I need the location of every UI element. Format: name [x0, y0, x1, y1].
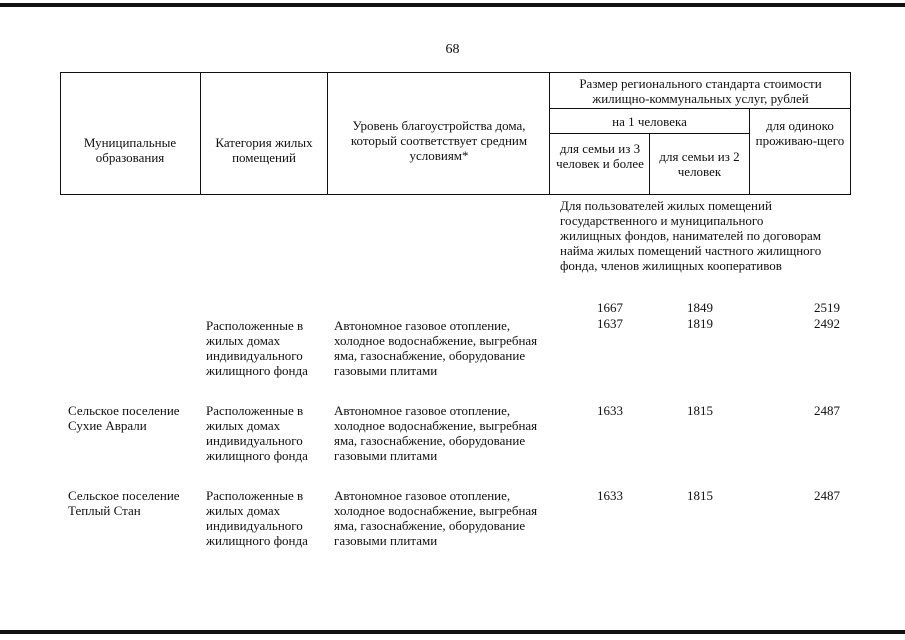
row-level: Автономное газовое отопление, холодное водоснабжение, выгребная яма, газоснабжение, оборудование газовыми плитами — [334, 403, 538, 463]
row-family2: 1815 — [687, 488, 713, 503]
section-value-family3: 1667 — [597, 300, 623, 315]
row-level: Автономное газовое отопление, холодное водоснабжение, выгребная яма, газоснабжение, оборудование газовыми плитами — [334, 488, 538, 548]
header-standard-group: Размер регионального стандарта стоимости жилищно-коммунальных услуг, рублей — [579, 76, 822, 106]
header-per-person: на 1 человека — [612, 114, 687, 129]
top-border — [0, 3, 905, 7]
row-category: Расположенные в жилых домах индивидуального жилищного фонда — [206, 318, 308, 378]
header-category: Категория жилых помещений — [215, 135, 313, 165]
row-family3: 1633 — [597, 403, 623, 418]
row-category: Расположенные в жилых домах индивидуального жилищного фонда — [206, 488, 308, 548]
row-family2: 1815 — [687, 403, 713, 418]
row-category: Расположенные в жилых домах индивидуального жилищного фонда — [206, 403, 308, 463]
header-family2: для семьи из 2 человек — [659, 149, 740, 179]
page-number: 68 — [445, 42, 460, 57]
header-level: Уровень благоустройства дома, который соответствует средним условиям* — [350, 118, 528, 163]
header-municipality: Муниципальные образования — [83, 135, 177, 165]
row-municipality: Сельское поселение Теплый Стан — [68, 488, 180, 518]
row-level: Автономное газовое отопление, холодное водоснабжение, выгребная яма, газоснабжение, оборудование газовыми плитами — [334, 318, 538, 378]
row-family3: 1633 — [597, 488, 623, 503]
row-municipality: Сельское поселение Сухие Аврали — [68, 403, 180, 433]
bottom-border — [0, 630, 905, 634]
header-family3: для семьи из 3 человек и более — [556, 141, 644, 171]
row-family2: 1819 — [687, 316, 713, 331]
section-value-single: 2519 — [814, 300, 840, 315]
header-single: для одиноко проживаю-щего — [755, 118, 845, 148]
row-single: 2487 — [814, 488, 840, 503]
row-single: 2487 — [814, 403, 840, 418]
section-value-family2: 1849 — [687, 300, 713, 315]
row-single: 2492 — [814, 316, 840, 331]
section-note: Для пользователей жилых помещений государственного и муниципального жилищных фондов, нанимателей по договорам найма жилых помещений частного жилищного фонда, членов жилищных кооперативов — [560, 198, 822, 273]
row-family3: 1637 — [597, 316, 623, 331]
